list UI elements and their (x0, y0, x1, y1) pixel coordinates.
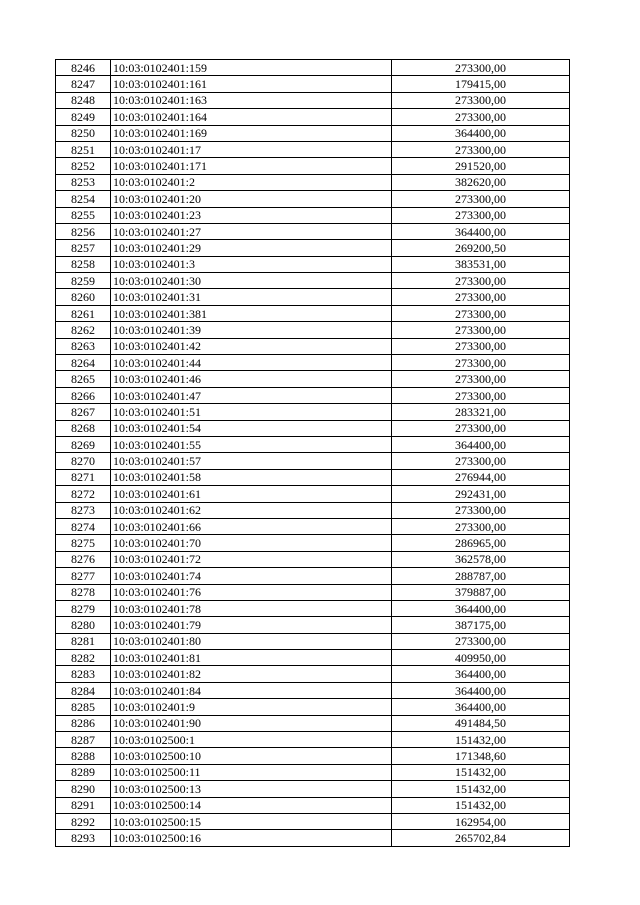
row-number-cell: 8251 (56, 141, 111, 157)
cadastral-number-cell: 10:03:0102401:381 (111, 305, 392, 321)
table-row (56, 223, 570, 239)
cadastral-number-cell: 10:03:0102401:90 (111, 715, 392, 731)
cadastral-number-cell: 10:03:0102401:84 (111, 682, 392, 698)
row-number-cell: 8247 (56, 76, 111, 92)
row-number-cell: 8286 (56, 715, 111, 731)
value-cell: 291520,00 (392, 158, 570, 174)
value-cell: 265702,84 (392, 830, 570, 846)
table-row (56, 289, 570, 305)
value-cell: 379887,00 (392, 584, 570, 600)
row-number-cell: 8276 (56, 551, 111, 567)
value-cell: 491484,50 (392, 715, 570, 731)
cadastral-number-cell: 10:03:0102401:164 (111, 109, 392, 125)
cadastral-number-cell: 10:03:0102401:163 (111, 92, 392, 108)
cadastral-number-cell: 10:03:0102401:80 (111, 633, 392, 649)
value-cell: 283321,00 (392, 404, 570, 420)
cadastral-number-cell: 10:03:0102401:17 (111, 141, 392, 157)
value-cell: 288787,00 (392, 568, 570, 584)
cadastral-number-cell: 10:03:0102401:3 (111, 256, 392, 272)
table-row (56, 420, 570, 436)
table-row (56, 633, 570, 649)
cadastral-number-cell: 10:03:0102401:46 (111, 371, 392, 387)
table-row (56, 158, 570, 174)
table-row (56, 76, 570, 92)
cadastral-number-cell: 10:03:0102401:72 (111, 551, 392, 567)
table-row (56, 699, 570, 715)
value-cell: 273300,00 (392, 109, 570, 125)
cadastral-number-cell: 10:03:0102401:62 (111, 502, 392, 518)
cadastral-number-cell: 10:03:0102500:1 (111, 732, 392, 748)
row-number-cell: 8263 (56, 338, 111, 354)
value-cell: 151432,00 (392, 781, 570, 797)
table-row (56, 666, 570, 682)
table-row (56, 617, 570, 633)
value-cell: 362578,00 (392, 551, 570, 567)
cadastral-number-cell: 10:03:0102401:161 (111, 76, 392, 92)
row-number-cell: 8257 (56, 240, 111, 256)
cadastral-number-cell: 10:03:0102401:58 (111, 469, 392, 485)
table-row (56, 125, 570, 141)
cadastral-number-cell: 10:03:0102500:14 (111, 797, 392, 813)
cadastral-number-cell: 10:03:0102401:9 (111, 699, 392, 715)
value-cell: 292431,00 (392, 486, 570, 502)
table-row (56, 469, 570, 485)
cadastral-number-cell: 10:03:0102500:10 (111, 748, 392, 764)
row-number-cell: 8253 (56, 174, 111, 190)
row-number-cell: 8255 (56, 207, 111, 223)
value-cell: 273300,00 (392, 207, 570, 223)
row-number-cell: 8266 (56, 387, 111, 403)
value-cell: 269200,50 (392, 240, 570, 256)
row-number-cell: 8270 (56, 453, 111, 469)
value-cell: 273300,00 (392, 387, 570, 403)
cadastral-number-cell: 10:03:0102401:171 (111, 158, 392, 174)
row-number-cell: 8280 (56, 617, 111, 633)
cadastral-number-cell: 10:03:0102401:61 (111, 486, 392, 502)
row-number-cell: 8274 (56, 518, 111, 534)
table-row (56, 141, 570, 157)
cadastral-number-cell: 10:03:0102500:11 (111, 764, 392, 780)
value-cell: 364400,00 (392, 682, 570, 698)
row-number-cell: 8282 (56, 650, 111, 666)
table-row (56, 322, 570, 338)
value-cell: 409950,00 (392, 650, 570, 666)
cadastral-number-cell: 10:03:0102401:20 (111, 191, 392, 207)
value-cell: 179415,00 (392, 76, 570, 92)
row-number-cell: 8246 (56, 60, 111, 76)
cadastral-number-cell: 10:03:0102401:51 (111, 404, 392, 420)
cadastral-number-cell: 10:03:0102401:57 (111, 453, 392, 469)
table-row (56, 518, 570, 534)
row-number-cell: 8293 (56, 830, 111, 846)
cadastral-number-cell: 10:03:0102500:16 (111, 830, 392, 846)
table-row (56, 207, 570, 223)
row-number-cell: 8279 (56, 600, 111, 616)
row-number-cell: 8254 (56, 191, 111, 207)
cadastral-number-cell: 10:03:0102401:76 (111, 584, 392, 600)
cadastral-number-cell: 10:03:0102401:159 (111, 60, 392, 76)
table-body (56, 60, 570, 847)
value-cell: 387175,00 (392, 617, 570, 633)
row-number-cell: 8269 (56, 436, 111, 452)
value-cell: 273300,00 (392, 518, 570, 534)
value-cell: 364400,00 (392, 125, 570, 141)
table-row (56, 682, 570, 698)
table-row (56, 109, 570, 125)
value-cell: 273300,00 (392, 92, 570, 108)
table-row (56, 732, 570, 748)
row-number-cell: 8291 (56, 797, 111, 813)
value-cell: 276944,00 (392, 469, 570, 485)
cadastral-number-cell: 10:03:0102401:81 (111, 650, 392, 666)
table-row (56, 305, 570, 321)
row-number-cell: 8264 (56, 355, 111, 371)
row-number-cell: 8289 (56, 764, 111, 780)
table-row (56, 486, 570, 502)
cadastral-number-cell: 10:03:0102401:27 (111, 223, 392, 239)
table-row (56, 453, 570, 469)
table-row (56, 273, 570, 289)
value-cell: 364400,00 (392, 436, 570, 452)
cadastral-number-cell: 10:03:0102401:55 (111, 436, 392, 452)
row-number-cell: 8267 (56, 404, 111, 420)
table-row (56, 436, 570, 452)
cadastral-number-cell: 10:03:0102401:74 (111, 568, 392, 584)
cadastral-number-cell: 10:03:0102401:2 (111, 174, 392, 190)
table-row (56, 748, 570, 764)
value-cell: 151432,00 (392, 732, 570, 748)
cadastral-number-cell: 10:03:0102401:47 (111, 387, 392, 403)
row-number-cell: 8277 (56, 568, 111, 584)
value-cell: 273300,00 (392, 355, 570, 371)
row-number-cell: 8249 (56, 109, 111, 125)
value-cell: 162954,00 (392, 813, 570, 829)
cadastral-number-cell: 10:03:0102401:44 (111, 355, 392, 371)
table-row (56, 650, 570, 666)
row-number-cell: 8283 (56, 666, 111, 682)
row-number-cell: 8256 (56, 223, 111, 239)
table-row (56, 191, 570, 207)
table-row (56, 568, 570, 584)
row-number-cell: 8260 (56, 289, 111, 305)
value-cell: 273300,00 (392, 371, 570, 387)
row-number-cell: 8287 (56, 732, 111, 748)
cadastral-number-cell: 10:03:0102401:79 (111, 617, 392, 633)
row-number-cell: 8272 (56, 486, 111, 502)
value-cell: 286965,00 (392, 535, 570, 551)
table-row (56, 174, 570, 190)
table-row (56, 813, 570, 829)
cadastral-number-cell: 10:03:0102401:66 (111, 518, 392, 534)
row-number-cell: 8261 (56, 305, 111, 321)
cadastral-number-cell: 10:03:0102500:13 (111, 781, 392, 797)
row-number-cell: 8250 (56, 125, 111, 141)
row-number-cell: 8265 (56, 371, 111, 387)
table-row (56, 502, 570, 518)
value-cell: 273300,00 (392, 338, 570, 354)
row-number-cell: 8284 (56, 682, 111, 698)
data-table (55, 59, 570, 847)
cadastral-number-cell: 10:03:0102401:30 (111, 273, 392, 289)
table-row (56, 355, 570, 371)
cadastral-number-cell: 10:03:0102401:82 (111, 666, 392, 682)
value-cell: 273300,00 (392, 305, 570, 321)
row-number-cell: 8275 (56, 535, 111, 551)
value-cell: 273300,00 (392, 289, 570, 305)
cadastral-number-cell: 10:03:0102401:54 (111, 420, 392, 436)
table-row (56, 781, 570, 797)
value-cell: 382620,00 (392, 174, 570, 190)
table-row (56, 584, 570, 600)
row-number-cell: 8271 (56, 469, 111, 485)
table-row (56, 764, 570, 780)
table-row (56, 92, 570, 108)
value-cell: 171348,60 (392, 748, 570, 764)
row-number-cell: 8278 (56, 584, 111, 600)
value-cell: 273300,00 (392, 453, 570, 469)
value-cell: 364400,00 (392, 223, 570, 239)
row-number-cell: 8258 (56, 256, 111, 272)
value-cell: 273300,00 (392, 633, 570, 649)
table-row (56, 797, 570, 813)
row-number-cell: 8259 (56, 273, 111, 289)
table-row (56, 387, 570, 403)
cadastral-number-cell: 10:03:0102401:39 (111, 322, 392, 338)
value-cell: 151432,00 (392, 764, 570, 780)
table-row (56, 404, 570, 420)
value-cell: 151432,00 (392, 797, 570, 813)
value-cell: 273300,00 (392, 191, 570, 207)
row-number-cell: 8268 (56, 420, 111, 436)
value-cell: 273300,00 (392, 273, 570, 289)
row-number-cell: 8292 (56, 813, 111, 829)
row-number-cell: 8281 (56, 633, 111, 649)
cadastral-number-cell: 10:03:0102500:15 (111, 813, 392, 829)
table-row (56, 600, 570, 616)
value-cell: 273300,00 (392, 420, 570, 436)
table-row (56, 338, 570, 354)
value-cell: 273300,00 (392, 141, 570, 157)
value-cell: 383531,00 (392, 256, 570, 272)
cadastral-number-cell: 10:03:0102401:31 (111, 289, 392, 305)
value-cell: 364400,00 (392, 699, 570, 715)
row-number-cell: 8288 (56, 748, 111, 764)
row-number-cell: 8262 (56, 322, 111, 338)
table-row (56, 240, 570, 256)
cadastral-number-cell: 10:03:0102401:29 (111, 240, 392, 256)
cadastral-number-cell: 10:03:0102401:70 (111, 535, 392, 551)
cadastral-number-cell: 10:03:0102401:23 (111, 207, 392, 223)
value-cell: 273300,00 (392, 60, 570, 76)
cadastral-number-cell: 10:03:0102401:169 (111, 125, 392, 141)
cadastral-number-cell: 10:03:0102401:78 (111, 600, 392, 616)
table-row (56, 535, 570, 551)
row-number-cell: 8248 (56, 92, 111, 108)
row-number-cell: 8290 (56, 781, 111, 797)
row-number-cell: 8273 (56, 502, 111, 518)
value-cell: 273300,00 (392, 502, 570, 518)
row-number-cell: 8285 (56, 699, 111, 715)
table-row (56, 830, 570, 846)
table-row (56, 60, 570, 76)
cadastral-number-cell: 10:03:0102401:42 (111, 338, 392, 354)
value-cell: 364400,00 (392, 600, 570, 616)
table-row (56, 256, 570, 272)
row-number-cell: 8252 (56, 158, 111, 174)
value-cell: 273300,00 (392, 322, 570, 338)
value-cell: 364400,00 (392, 666, 570, 682)
table-row (56, 551, 570, 567)
table-row (56, 371, 570, 387)
table-row (56, 715, 570, 731)
